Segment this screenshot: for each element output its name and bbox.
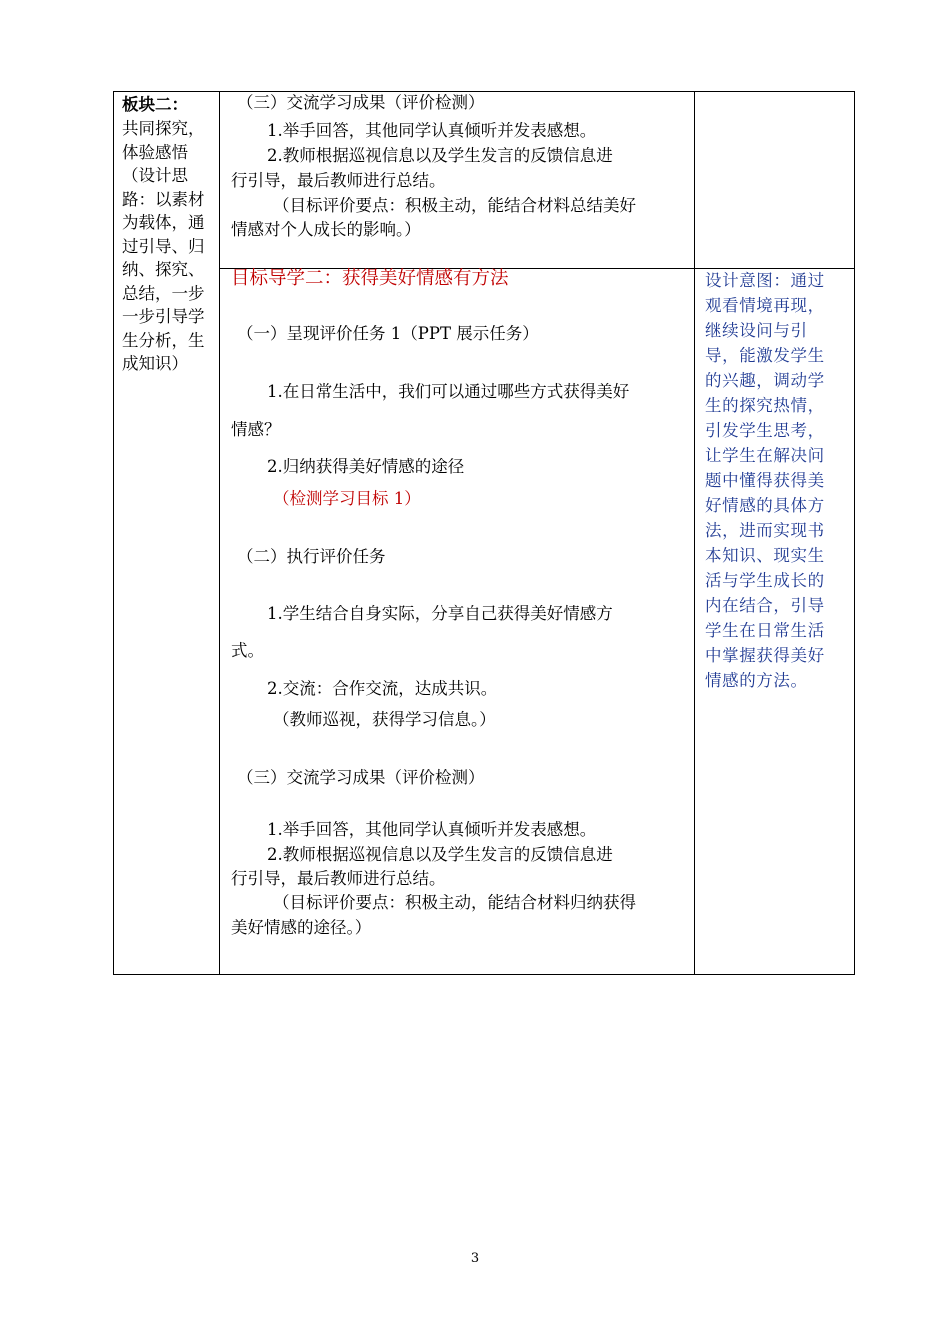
- design-notes-line: 纳、探究、: [122, 260, 205, 279]
- design-notes-line: （设计思: [122, 166, 188, 185]
- s1-p1a: 1.在日常生活中，我们可以通过哪些方式获得美好: [267, 382, 630, 401]
- design-notes-line: 共同探究，: [122, 119, 205, 138]
- s1-check: （检测学习目标 1）: [273, 489, 421, 508]
- design-intent-line: 观看情境再现，: [705, 296, 825, 315]
- design-notes-line: 路：以素材: [122, 189, 205, 209]
- s2-p3: （教师巡视，获得学习信息。）: [273, 710, 496, 729]
- design-notes-line: 总结，一步: [122, 283, 205, 303]
- design-intent-line: 情感的方法。: [705, 671, 808, 690]
- design-intent-line: 生的探究热情，: [705, 396, 825, 415]
- column-divider: [694, 92, 695, 974]
- s3-p1: 1.举手回答，其他同学认真倾听并发表感想。: [267, 820, 597, 839]
- s1-p2: 2.归纳获得美好情感的途径: [267, 457, 465, 476]
- s1-p1b: 情感？: [231, 420, 281, 439]
- design-intent-line: 学生在日常生活: [705, 621, 825, 640]
- design-notes-line: 为载体，通: [122, 213, 205, 232]
- design-notes-line: 一步引导学: [122, 307, 205, 326]
- design-intent-line: 内在结合，引导: [705, 596, 825, 615]
- section-heading: 板块二：: [122, 95, 188, 114]
- goal-title: 目标导学二：获得美好情感有方法: [231, 268, 509, 289]
- design-intent-line: 让学生在解决问: [705, 446, 825, 465]
- s2-p1b: 式。: [231, 641, 264, 660]
- design-intent-line: 法，进而实现书: [705, 521, 825, 540]
- design-intent-line: 的兴趣，调动学: [705, 371, 825, 390]
- row1-p3b: 情感对个人成长的影响。）: [231, 220, 421, 239]
- row1-p2b: 行引导，最后教师进行总结。: [231, 171, 446, 190]
- s3-p2a: 2.教师根据巡视信息以及学生发言的反馈信息进: [267, 845, 613, 864]
- design-intent-line: 设计意图：通过: [705, 271, 825, 290]
- s2-title: （二）执行评价任务: [237, 547, 386, 566]
- design-notes-line: 成知识）: [122, 354, 188, 373]
- s2-p1a: 1.学生结合自身实际，分享自己获得美好情感方: [267, 604, 613, 623]
- s2-p2: 2.交流：合作交流，达成共识。: [267, 679, 498, 698]
- s3-p3b: 美好情感的途径。）: [231, 918, 372, 937]
- design-notes-line: 生分析，生: [122, 330, 205, 350]
- row1-title: （三）交流学习成果（评价检测）: [237, 93, 485, 112]
- page-number: 3: [470, 1251, 480, 1266]
- s3-p3a: （目标评价要点：积极主动，能结合材料归纳获得: [273, 893, 636, 912]
- design-intent-line: 好情感的具体方: [705, 496, 825, 515]
- design-intent-line: 题中懂得获得美: [705, 471, 825, 490]
- s3-title: （三）交流学习成果（评价检测）: [237, 768, 485, 787]
- design-notes-line: 过引导、归: [122, 236, 205, 256]
- row1-p1: 1.举手回答，其他同学认真倾听并发表感想。: [267, 121, 597, 140]
- design-intent-line: 中掌握获得美好: [705, 646, 825, 665]
- design-intent-line: 引发学生思考，: [705, 421, 825, 440]
- column-divider: [219, 92, 220, 974]
- design-intent-line: 导，能激发学生: [705, 346, 825, 365]
- row1-p2a: 2.教师根据巡视信息以及学生发言的反馈信息进: [267, 146, 613, 165]
- design-intent-line: 继续设问与引: [705, 321, 808, 340]
- design-intent-line: 活与学生成长的: [705, 571, 825, 590]
- s1-title: （一）呈现评价任务 1（PPT 展示任务）: [237, 324, 539, 343]
- s3-p2b: 行引导，最后教师进行总结。: [231, 869, 446, 888]
- row1-p3a: （目标评价要点：积极主动，能结合材料总结美好: [273, 196, 636, 215]
- design-intent-line: 本知识、现实生: [705, 546, 825, 565]
- design-notes-line: 体验感悟: [122, 142, 188, 162]
